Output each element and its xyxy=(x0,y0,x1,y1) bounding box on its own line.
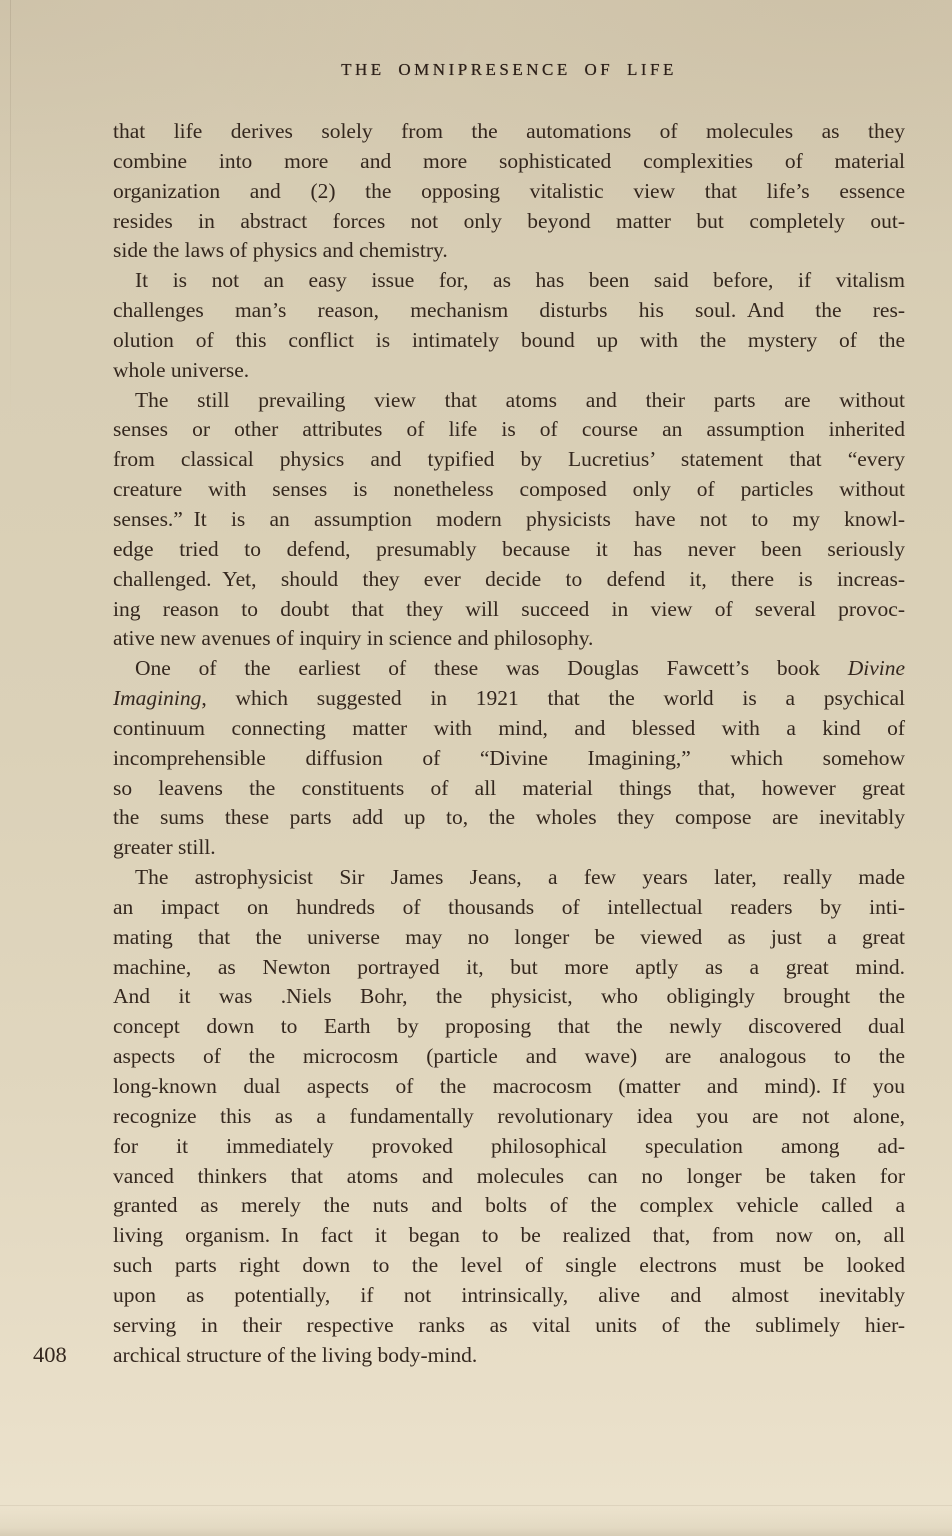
text-line: combine into more and more sophisticated complexities of material xyxy=(113,148,905,173)
text-line: continuum connecting matter with mind, and blessed with a kind of xyxy=(113,715,905,740)
text-line: The still prevailing view that atoms and their parts are without xyxy=(135,387,905,412)
text-line: serving in their respective ranks as vital units of the sublimely hier- xyxy=(113,1312,905,1337)
text-line: challenges man’s reason, mechanism disturbs his soul. And the res- xyxy=(113,298,905,323)
text-line: creature with senses is nonetheless composed only of particles without xyxy=(113,477,905,502)
text-line: archical structure of the living body-mind. xyxy=(113,1342,478,1367)
text-line: whole universe. xyxy=(113,357,250,382)
text-line: so leavens the constituents of all material things that, however great xyxy=(113,775,905,800)
text-line: resides in abstract forces not only beyond matter but completely out- xyxy=(113,208,905,233)
paragraph xyxy=(113,654,905,863)
italic-text: Divine xyxy=(847,656,905,681)
text-line: senses or other attributes of life is of course an assumption inherited xyxy=(113,417,905,442)
text-line: upon as potentially, if not intrinsically, alive and almost inevitably xyxy=(113,1282,905,1307)
text-line: for it immediately provoked philosophical speculation among ad- xyxy=(113,1133,905,1158)
text-line: And it was .Niels Bohr, the physicist, who obligingly brought the xyxy=(113,984,905,1009)
paragraph xyxy=(113,266,905,385)
paragraph xyxy=(113,863,905,1370)
text-line: side the laws of physics and chemistry. xyxy=(113,238,448,263)
text-line: vanced thinkers that atoms and molecules can no longer be taken for xyxy=(113,1163,905,1188)
text-line: living organism. In fact it began to be realized that, from now on, all xyxy=(113,1223,905,1248)
text-line: edge tried to defend, presumably because it has never been seriously xyxy=(113,536,905,561)
text-line: recognize this as a fundamentally revolutionary idea you are not alone, xyxy=(113,1103,905,1128)
text-line: mating that the universe may no longer be viewed as just a great xyxy=(113,924,905,949)
text-line: machine, as Newton portrayed it, but more aptly as a great mind. xyxy=(113,954,905,979)
page-bottom-edge xyxy=(0,1508,952,1536)
running-head: THE OMNIPRESENCE OF LIFE xyxy=(341,60,677,79)
text-line: challenged. Yet, should they ever decide to defend it, there is increas- xyxy=(113,566,905,591)
paragraph xyxy=(113,386,905,655)
text-line: that life derives solely from the automations of molecules as they xyxy=(113,119,905,143)
text-line: such parts right down to the level of single electrons must be looked xyxy=(113,1253,905,1278)
page-number: 408 xyxy=(33,1342,67,1367)
text-line: incomprehensible diffusion of “Divine Imagining,” which somehow xyxy=(113,745,905,770)
scan-bottom-streak xyxy=(0,1505,952,1506)
text-line: Imagining, which suggested in 1921 that the world is a psychical xyxy=(113,686,905,711)
text-line: organization and (2) the opposing vitalistic view that life’s essence xyxy=(113,178,905,203)
text-line: One of the earliest of these was Douglas Fawcett’s book Divine xyxy=(135,656,905,681)
text-block xyxy=(113,117,905,1370)
text-line: senses.” It is an assumption modern physicists have not to my knowl- xyxy=(113,506,905,531)
text-line: granted as merely the nuts and bolts of the complex vehicle called a xyxy=(113,1193,905,1218)
text-line: concept down to Earth by proposing that the newly discovered dual xyxy=(113,1014,905,1039)
text-line: olution of this conflict is intimately bound up with the mystery of the xyxy=(113,327,905,352)
scan-crease xyxy=(10,0,11,430)
text-line: ative new avenues of inquiry in science and philosophy. xyxy=(113,626,594,651)
text-line: It is not an easy issue for, as has been said before, if vitalism xyxy=(135,268,905,293)
paragraph xyxy=(113,117,905,266)
text-line: aspects of the microcosm (particle and wave) are analogous to the xyxy=(113,1044,905,1069)
text-line: The astrophysicist Sir James Jeans, a few years later, really made xyxy=(135,865,905,890)
text-line: an impact on hundreds of thousands of intellectual readers by inti- xyxy=(113,894,905,919)
text-line: greater still. xyxy=(113,835,216,860)
text-line: ing reason to doubt that they will succeed in view of several provoc- xyxy=(113,596,905,621)
italic-text: Imagining xyxy=(113,686,202,711)
text-line: the sums these parts add up to, the wholes they compose are inevitably xyxy=(113,805,905,830)
text-line: from classical physics and typified by Lucretius’ statement that “every xyxy=(113,447,905,472)
text-line: long-known dual aspects of the macrocosm (matter and mind). If you xyxy=(113,1074,905,1098)
